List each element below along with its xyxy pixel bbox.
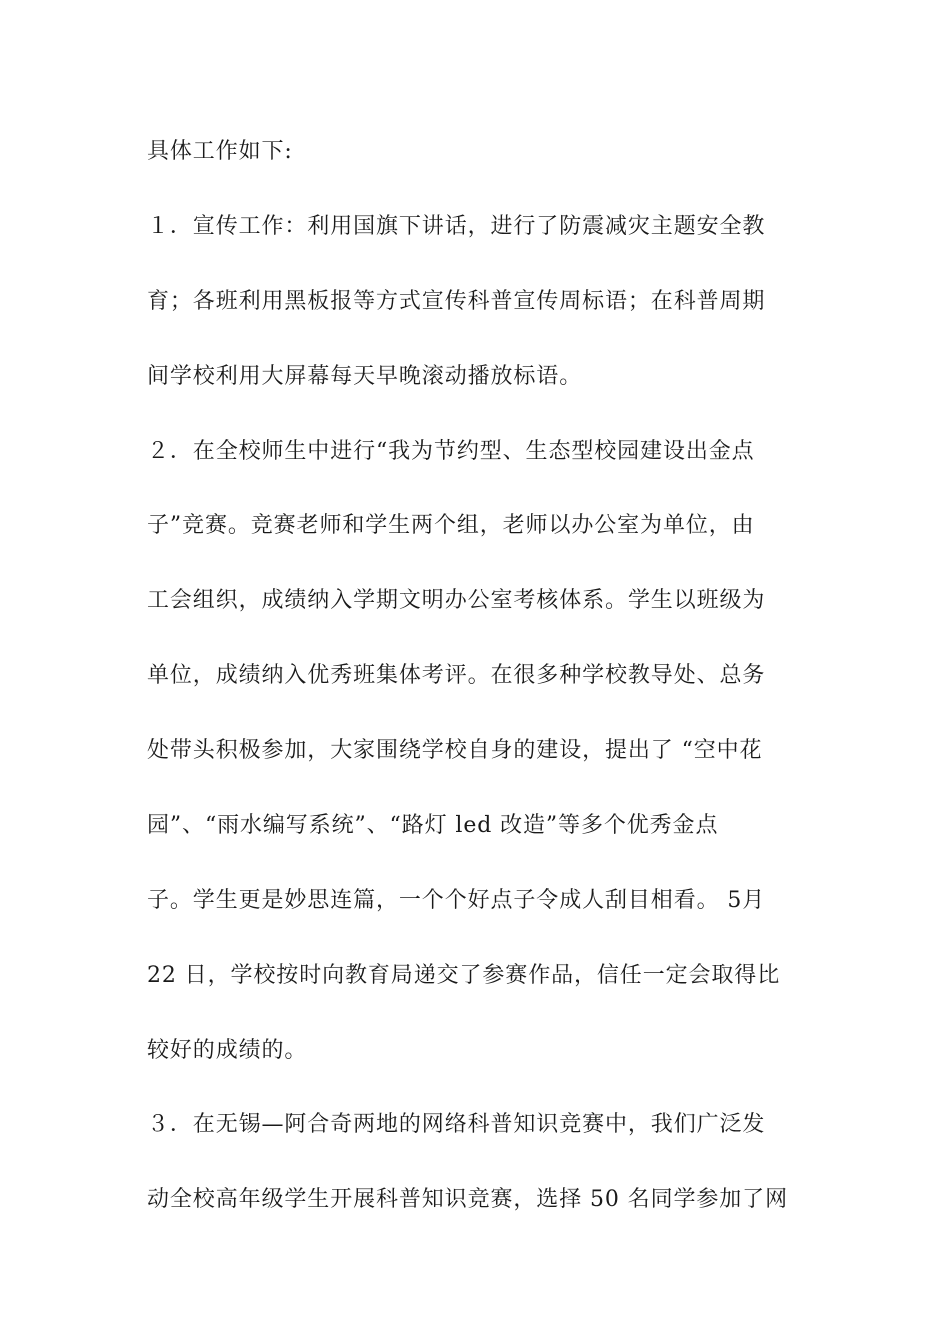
text-line: 子”竞赛。竞赛老师和学生两个组，老师以办公室为单位，由 — [147, 513, 755, 539]
text-line: 动全校高年级学生开展科普知识竞赛，选择 50 名同学参加了网 — [147, 1187, 788, 1213]
text-line: 22 日，学校按时向教育局递交了参赛作品，信任一定会取得比 — [147, 962, 781, 988]
text-line: 子。学生更是妙思连篇，一个个好点子令成人刮目相看。 5月 — [147, 887, 766, 913]
text-line: 具体工作如下: — [147, 139, 293, 164]
text-line: 较好的成绩的。 — [147, 1037, 308, 1063]
text-line: ３．在无锡—阿合奇两地的网络科普知识竞赛中，我们广泛发 — [147, 1112, 766, 1138]
text-line: 工会组织，成绩纳入学期文明办公室考核体系。学生以班级为 — [147, 588, 766, 614]
text-line: 间学校利用大屏幕每天早晚滚动播放标语。 — [147, 363, 583, 389]
text-line: １．宣传工作：利用国旗下讲话，进行了防震减灾主题安全教 — [147, 213, 766, 239]
text-line: 育；各班利用黑板报等方式宣传科普宣传周标语；在科普周期 — [147, 288, 766, 314]
text-line: ２．在全校师生中进行“我为节约型、生态型校园建设出金点 — [147, 438, 755, 464]
document-body — [147, 133, 807, 1256]
text-line: 处带头积极参加，大家围绕学校自身的建设，提出了 “空中花 — [147, 738, 763, 763]
text-line: 单位，成绩纳入优秀班集体考评。在很多种学校教导处、总务 — [147, 663, 766, 689]
text-line: 园”、“雨水编写系统”、“路灯 led 改造”等多个优秀金点 — [147, 812, 719, 838]
